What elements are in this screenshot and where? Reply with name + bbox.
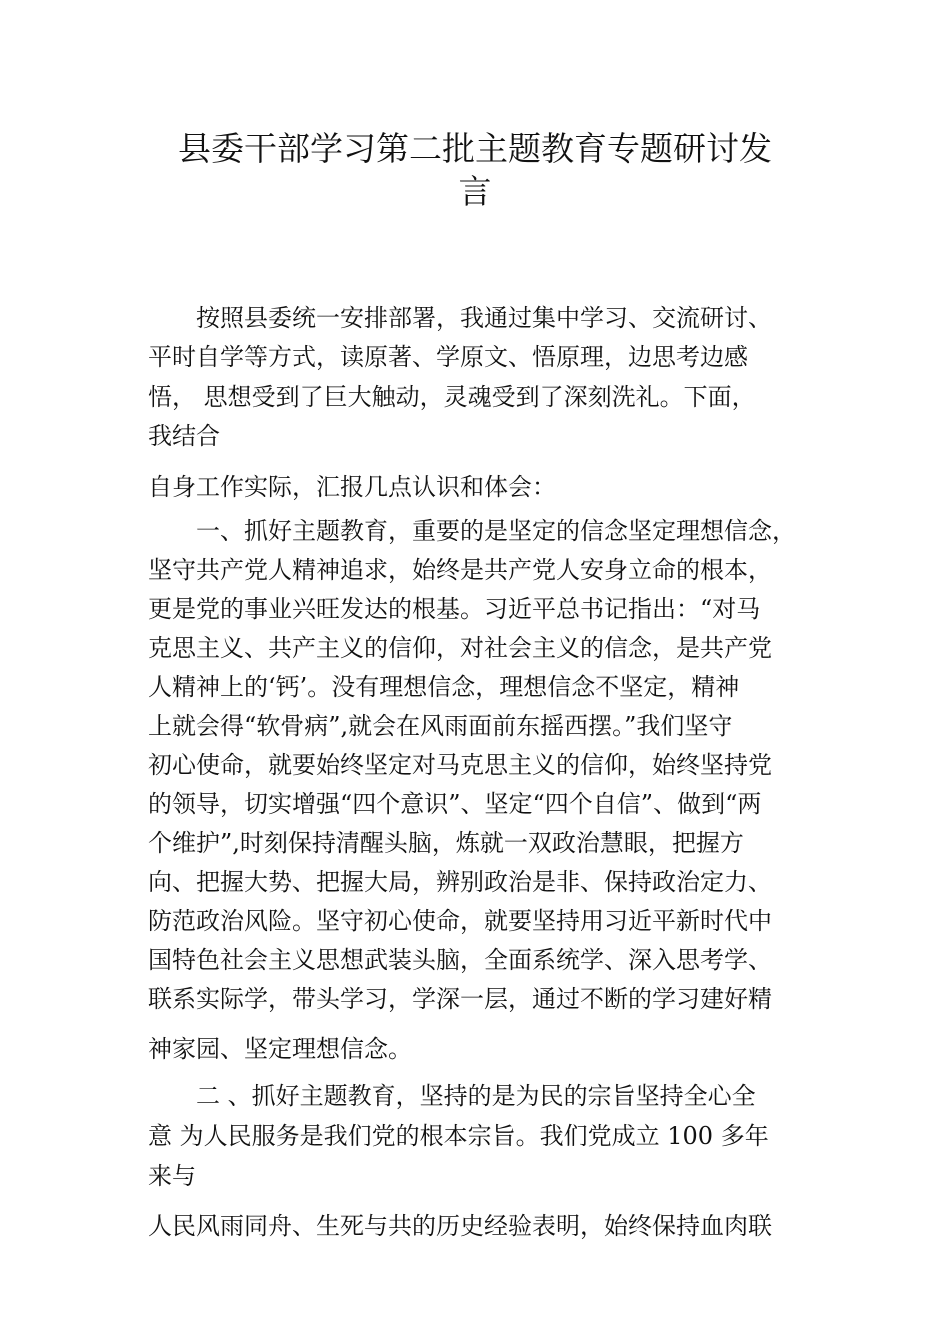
body-line: 的领导，切实增强“四个意识”、坚定“四个自信”、做到“两 <box>148 790 762 818</box>
body-line: 个维护”,时刻保持清醒头脑，炼就一双政治慧眼，把握方 <box>148 829 744 857</box>
body-line: 来与 <box>148 1162 196 1190</box>
body-line: 平时自学等方式，读原著、学原文、悟原理，边思考边感 <box>148 343 748 371</box>
body-line: 人民风雨同舟、生死与共的历史经验表明，始终保持血肉联 <box>148 1212 772 1240</box>
body-line: 联系实际学，带头学习，学深一层，通过不断的学习建好精 <box>148 985 772 1013</box>
body-line: 坚守共产党人精神追求，始终是共产党人安身立命的根本， <box>148 556 772 584</box>
body-line: 意 为人民服务是我们党的根本宗旨。我们党成立 100 多年 <box>148 1122 769 1150</box>
document-title-line-2: 言 <box>458 172 492 211</box>
body-line: 神家园、坚定理想信念。 <box>148 1035 412 1063</box>
body-line: 防范政治风险。坚守初心使命，就要坚持用习近平新时代中 <box>148 907 772 935</box>
body-line: 初心使命，就要始终坚定对马克思主义的信仰，始终坚持党 <box>148 751 772 779</box>
body-line: 自身工作实际，汇报几点认识和体会： <box>148 473 556 501</box>
body-line: 悟， 思想受到了巨大触动，灵魂受到了深刻洗礼。下面， <box>148 383 756 411</box>
body-line: 向、把握大势、把握大局，辨别政治是非、保持政治定力、 <box>148 868 772 896</box>
body-line: 上就会得“软骨病”,就会在风雨面前东摇西摆。”我们坚守 <box>148 712 733 740</box>
body-line: 克思主义、共产主义的信仰，对社会主义的信念，是共产党 <box>148 634 772 662</box>
body-line: 人精神上的‘钙’。没有理想信念，理想信念不坚定，精神 <box>148 673 740 701</box>
body-line: 国特色社会主义思想武装头脑，全面系统学、深入思考学、 <box>148 946 772 974</box>
body-line: 二 、抓好主题教育，坚持的是为民的宗旨坚持全心全 <box>196 1082 756 1110</box>
body-line: 按照县委统一安排部署，我通过集中学习、交流研讨、 <box>196 304 772 332</box>
body-line: 一、抓好主题教育，重要的是坚定的信念坚定理想信念， <box>196 517 796 545</box>
body-line: 我结合 <box>148 422 220 450</box>
document-title-line-1: 县委干部学习第二批主题教育专题研讨发 <box>178 129 772 168</box>
body-line: 更是党的事业兴旺发达的根基。习近平总书记指出：“对马 <box>148 595 761 623</box>
